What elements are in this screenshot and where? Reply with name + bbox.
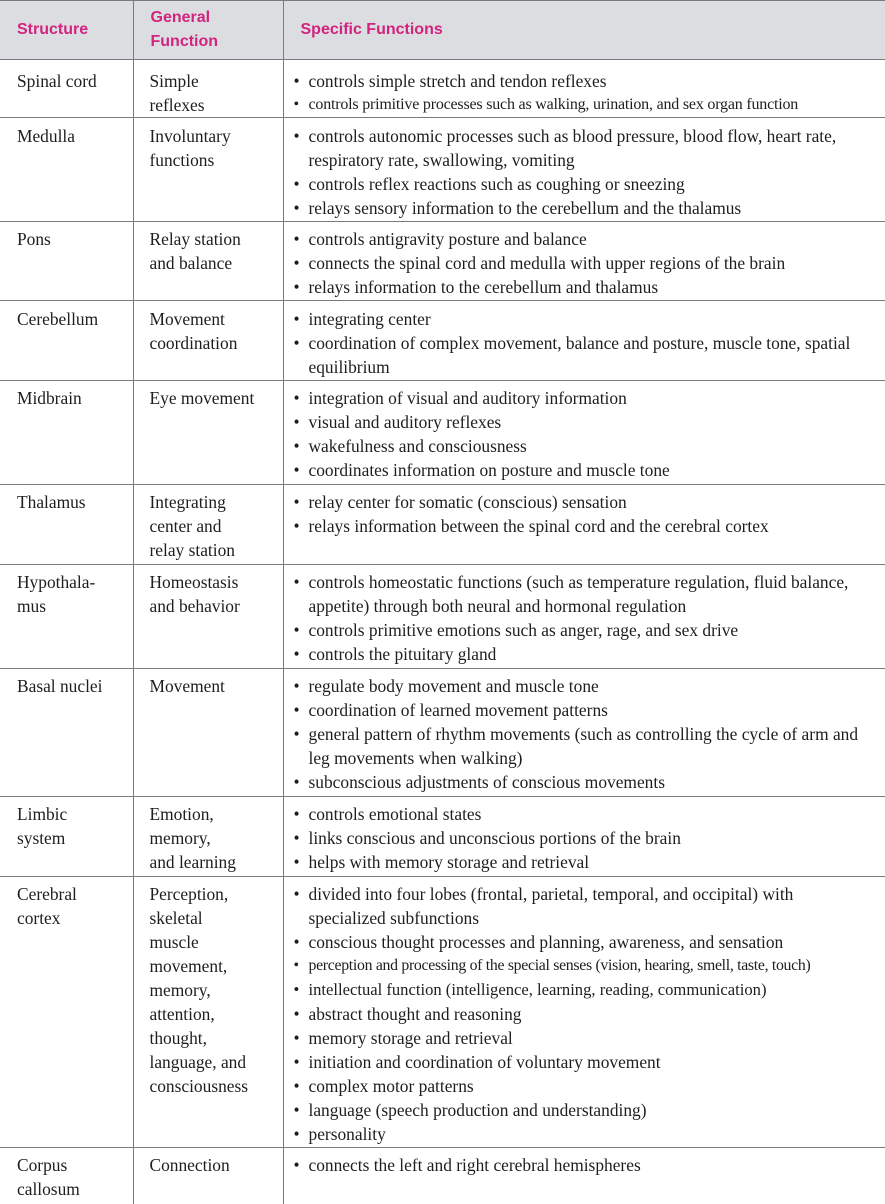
general-function-cell (133, 222, 283, 301)
general-function-text: consciousness (150, 1074, 279, 1098)
specific-functions-list (284, 69, 885, 117)
structure-cell (0, 60, 133, 118)
general-function-text: language, and (150, 1050, 279, 1074)
structure-name: callosum (17, 1177, 129, 1201)
specific-functions-list (284, 570, 885, 666)
structure-name: Spinal cord (17, 69, 129, 93)
table-row (0, 118, 885, 222)
function-item: • general pattern of rhythm movements (such as controlling the cycle of arm and leg movements when walking) (284, 722, 885, 770)
general-function-cell (133, 877, 283, 1148)
general-function-text: thought, (150, 1026, 279, 1050)
general-function-text: Homeostasis (150, 570, 279, 594)
structure-cell (0, 485, 133, 565)
header-row (0, 1, 885, 60)
structure-name: Cerebral (17, 882, 129, 906)
general-function-cell (133, 118, 283, 222)
structure-cell (0, 301, 133, 381)
specific-functions-cell (283, 301, 885, 381)
general-function-cell (133, 381, 283, 485)
structure-name: Pons (17, 227, 129, 251)
table-row (0, 565, 885, 669)
general-function-text: attention, (150, 1002, 279, 1026)
specific-functions-list (284, 307, 885, 379)
function-item: • controls primitive processes such as walking, urination, and sex organ function (284, 93, 885, 117)
general-function-text: Relay station (150, 227, 279, 251)
general-function-cell (133, 1148, 283, 1204)
structure-name: cortex (17, 906, 129, 930)
function-item: • helps with memory storage and retrieval (284, 850, 885, 874)
function-item: • personality (284, 1122, 885, 1146)
function-item: • controls reflex reactions such as coughing or sneezing (284, 172, 885, 196)
function-item: • visual and auditory reflexes (284, 410, 885, 434)
function-item: • relays information between the spinal cord and the cerebral cortex (284, 514, 885, 538)
function-item: • relays information to the cerebellum and thalamus (284, 275, 885, 299)
function-item: • language (speech production and understanding) (284, 1098, 885, 1122)
function-item: • relays sensory information to the cerebellum and the thalamus (284, 196, 885, 220)
structure-name: Thalamus (17, 490, 129, 514)
header-specific-functions (283, 1, 885, 60)
specific-functions-list (284, 124, 885, 220)
general-function-text: skeletal (150, 906, 279, 930)
table-row (0, 797, 885, 877)
function-item: • controls simple stretch and tendon reflexes (284, 69, 885, 93)
structure-name: Midbrain (17, 386, 129, 410)
structure-name: Corpus (17, 1153, 129, 1177)
general-function-text: coordination (150, 331, 279, 355)
specific-functions-cell (283, 797, 885, 877)
structure-name: system (17, 826, 129, 850)
function-item: • integrating center (284, 307, 885, 331)
general-function-text: and balance (150, 251, 279, 275)
structure-name: Hypothala- (17, 570, 129, 594)
structure-name: Basal nuclei (17, 674, 129, 698)
specific-functions-cell (283, 1148, 885, 1204)
general-function-text: Simple (150, 69, 279, 93)
header-general-function (133, 1, 283, 60)
function-item: • coordination of learned movement patterns (284, 698, 885, 722)
header-specific-label: Specific Functions (301, 21, 443, 38)
function-item: • abstract thought and reasoning (284, 1002, 885, 1026)
general-function-text: relay station (150, 538, 279, 562)
function-item: • intellectual function (intelligence, learning, reading, communication) (284, 978, 885, 1002)
function-item: • coordination of complex movement, balance and posture, muscle tone, spatial equilibrium (284, 331, 885, 379)
general-function-text: reflexes (150, 93, 279, 117)
general-function-text: center and (150, 514, 279, 538)
structure-name: Medulla (17, 124, 129, 148)
function-item: • connects the spinal cord and medulla with upper regions of the brain (284, 251, 885, 275)
structure-cell (0, 118, 133, 222)
structure-name: Limbic (17, 802, 129, 826)
table-row (0, 669, 885, 797)
header-structure (0, 1, 133, 60)
function-item: • controls primitive emotions such as anger, rage, and sex drive (284, 618, 885, 642)
specific-functions-cell (283, 669, 885, 797)
function-item: • regulate body movement and muscle tone (284, 674, 885, 698)
specific-functions-cell (283, 222, 885, 301)
general-function-text: muscle (150, 930, 279, 954)
function-item: • integration of visual and auditory information (284, 386, 885, 410)
table-row (0, 60, 885, 118)
specific-functions-list (284, 490, 885, 538)
specific-functions-cell (283, 118, 885, 222)
structure-cell (0, 222, 133, 301)
specific-functions-list (284, 674, 885, 794)
function-item: • perception and processing of the special senses (vision, hearing, smell, taste, touch) (284, 954, 885, 978)
function-item: • coordinates information on posture and muscle tone (284, 458, 885, 482)
specific-functions-list (284, 1153, 885, 1177)
function-item: • controls antigravity posture and balance (284, 227, 885, 251)
specific-functions-cell (283, 60, 885, 118)
table-header (0, 1, 885, 60)
function-item: • initiation and coordination of voluntary movement (284, 1050, 885, 1074)
general-function-text: Emotion, (150, 802, 279, 826)
table-row (0, 301, 885, 381)
structure-cell (0, 877, 133, 1148)
function-item: • controls the pituitary gland (284, 642, 885, 666)
function-item: • memory storage and retrieval (284, 1026, 885, 1050)
structure-cell (0, 381, 133, 485)
table-row (0, 877, 885, 1148)
general-function-text: and learning (150, 850, 279, 874)
structure-cell (0, 797, 133, 877)
specific-functions-cell (283, 565, 885, 669)
table-row (0, 1148, 885, 1204)
function-item: • complex motor patterns (284, 1074, 885, 1098)
function-item: • subconscious adjustments of conscious movements (284, 770, 885, 794)
general-function-cell (133, 485, 283, 565)
structure-cell (0, 565, 133, 669)
header-structure-label: Structure (17, 21, 88, 38)
function-item: • divided into four lobes (frontal, parietal, temporal, and occipital) with specialized subfunctions (284, 882, 885, 930)
general-function-text: movement, (150, 954, 279, 978)
specific-functions-cell (283, 381, 885, 485)
structure-cell (0, 1148, 133, 1204)
specific-functions-cell (283, 485, 885, 565)
function-item: • connects the left and right cerebral hemispheres (284, 1153, 885, 1177)
general-function-text: memory, (150, 978, 279, 1002)
table-row (0, 485, 885, 565)
specific-functions-list (284, 882, 885, 1146)
general-function-text: Integrating (150, 490, 279, 514)
table-row (0, 381, 885, 485)
function-item: • controls homeostatic functions (such as temperature regulation, fluid balance, appetite) through both neural and hormonal regulation (284, 570, 885, 618)
general-function-text: Movement (150, 674, 279, 698)
function-item: • controls emotional states (284, 802, 885, 826)
structure-name: mus (17, 594, 129, 618)
general-function-text: functions (150, 148, 279, 172)
header-general-label-line1: General (151, 6, 283, 30)
structure-cell (0, 669, 133, 797)
general-function-cell (133, 669, 283, 797)
general-function-cell (133, 565, 283, 669)
function-item: • controls autonomic processes such as blood pressure, blood flow, heart rate, respiratory rate, swallowing, vomiting (284, 124, 885, 172)
specific-functions-list (284, 386, 885, 482)
general-function-text: Eye movement (150, 386, 279, 410)
general-function-text: memory, (150, 826, 279, 850)
function-item: • wakefulness and consciousness (284, 434, 885, 458)
table-row (0, 222, 885, 301)
general-function-cell (133, 301, 283, 381)
general-function-text: Movement (150, 307, 279, 331)
specific-functions-cell (283, 877, 885, 1148)
general-function-cell (133, 797, 283, 877)
function-item: • links conscious and unconscious portions of the brain (284, 826, 885, 850)
general-function-text: Perception, (150, 882, 279, 906)
structure-name: Cerebellum (17, 307, 129, 331)
general-function-text: and behavior (150, 594, 279, 618)
header-general-label-line2: Function (151, 30, 283, 54)
general-function-text: Connection (150, 1153, 279, 1177)
specific-functions-list (284, 227, 885, 299)
function-item: • conscious thought processes and planning, awareness, and sensation (284, 930, 885, 954)
general-function-cell (133, 60, 283, 118)
general-function-text: Involuntary (150, 124, 279, 148)
function-item: • relay center for somatic (conscious) sensation (284, 490, 885, 514)
specific-functions-list (284, 802, 885, 874)
